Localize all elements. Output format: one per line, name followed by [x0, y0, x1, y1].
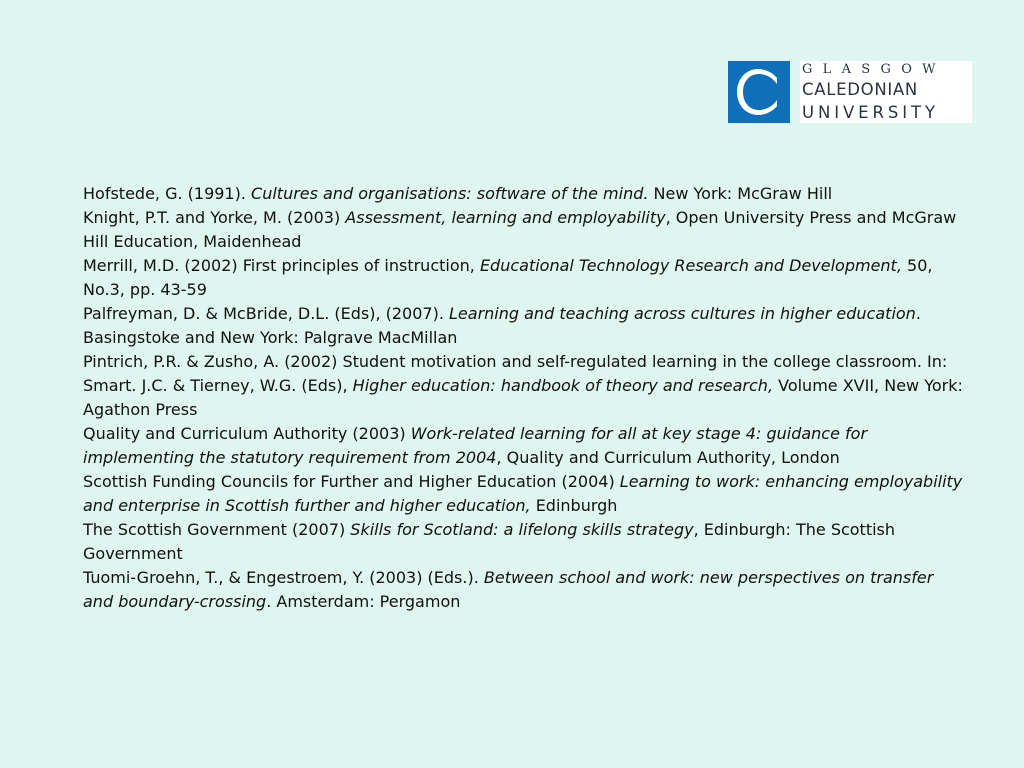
logo-line-glasgow: GLASGOW	[802, 62, 946, 77]
logo-line-caledonian: CALEDONIAN	[802, 80, 918, 99]
reference-text: , Edinburgh: The Scottish Government	[83, 520, 896, 563]
c-logo-icon	[728, 61, 790, 123]
reference-title: Assessment, learning and employability	[345, 208, 666, 227]
logo-wordmark	[800, 61, 972, 123]
reference-text: , Quality and Curriculum Authority, London	[496, 448, 840, 467]
reference-title: Learning to work: enhancing employability and enterprise in Scottish further and higher education,	[83, 472, 963, 515]
reference-text: . Basingstoke and New York: Palgrave MacMillan	[83, 304, 921, 347]
reference-title: Between school and work: new perspectives on transfer and boundary-crossing	[83, 568, 934, 611]
reference-item	[83, 518, 963, 566]
reference-text: Scottish Funding Councils for Further and Higher Education (2004)	[83, 472, 620, 491]
reference-text: . Amsterdam: Pergamon	[266, 592, 461, 611]
c-letter-icon	[734, 66, 784, 118]
reference-text: Volume XVII, New York: Agathon Press	[83, 376, 963, 419]
reference-title: Cultures and organisations: software of the mind.	[251, 184, 649, 203]
reference-title: Learning and teaching across cultures in higher education	[449, 304, 916, 323]
reference-item	[83, 182, 963, 206]
reference-text: Tuomi-Groehn, T., & Engestroem, Y. (2003) (Eds.).	[83, 568, 484, 587]
reference-item	[83, 566, 963, 614]
reference-item	[83, 350, 963, 422]
reference-text: , Open University Press and McGraw Hill Education, Maidenhead	[83, 208, 957, 251]
reference-text: Pintrich, P.R. & Zusho, A. (2002) Student motivation and self-regulated learning in the college classroom. In: Smart. J.C. & Tierney, W.G. (Eds),	[83, 352, 948, 395]
reference-title: Work-related learning for all at key stage 4: guidance for implementing the statutory requirement from 2004	[83, 424, 868, 467]
reference-text: Edinburgh	[530, 496, 618, 515]
reference-item	[83, 422, 963, 470]
reference-text: Hofstede, G. (1991).	[83, 184, 252, 203]
reference-item	[83, 302, 963, 350]
reference-text: The Scottish Government (2007)	[83, 520, 351, 539]
reference-text: 50, No.3, pp. 43-59	[83, 256, 933, 299]
reference-item	[83, 254, 963, 302]
reference-title: Higher education: handbook of theory and research,	[352, 376, 774, 395]
reference-text: New York: McGraw Hill	[648, 184, 833, 203]
reference-text: Palfreyman, D. & McBride, D.L. (Eds), (2007).	[83, 304, 450, 323]
reference-text: Merrill, M.D. (2002) First principles of instruction,	[83, 256, 480, 275]
reference-text: Knight, P.T. and Yorke, M. (2003)	[83, 208, 346, 227]
reference-title: Skills for Scotland: a lifelong skills strategy	[350, 520, 694, 539]
reference-text: Quality and Curriculum Authority (2003)	[83, 424, 411, 443]
logo-line-university: UNIVERSITY	[802, 103, 939, 122]
reference-item	[83, 470, 963, 518]
reference-title: Educational Technology Research and Development,	[479, 256, 902, 275]
university-logo	[728, 60, 972, 124]
reference-item	[83, 206, 963, 254]
reference-list	[83, 182, 963, 614]
